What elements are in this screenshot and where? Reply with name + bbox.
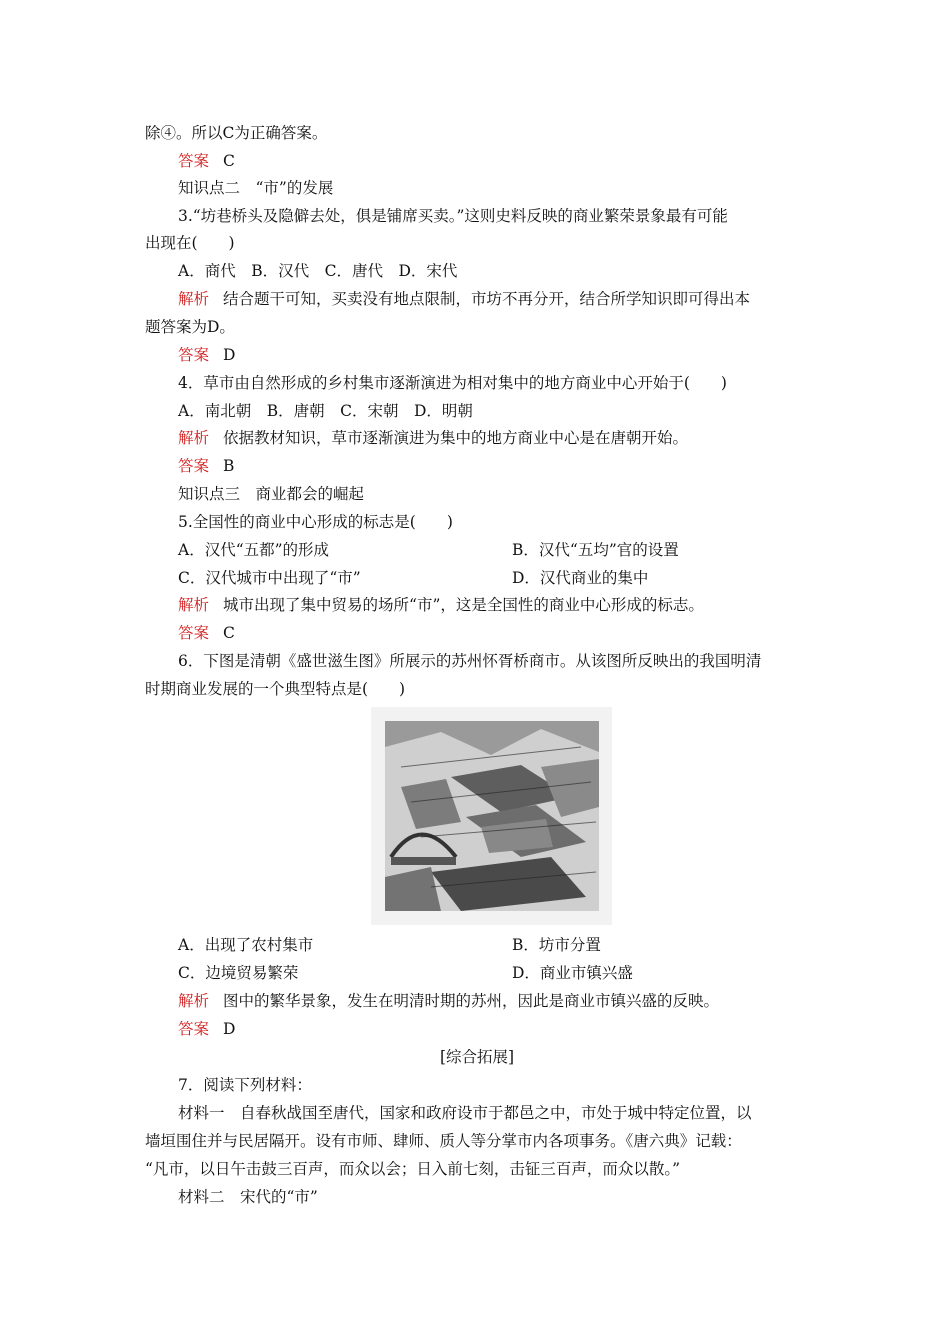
material-paragraph: 墙垣围住并与民居隔开。设有市师、肆师、质人等分掌市内各项事务。《唐六典》记载：	[145, 1132, 742, 1150]
answer-label: 答案	[178, 346, 210, 364]
question-stem: 出现在( )	[145, 234, 235, 252]
answer-label: 答案	[178, 152, 210, 170]
question-stem: 3.“坊巷桥头及隐僻去处，俱是铺席买卖。”这则史料反映的商业繁荣景象最有可能	[178, 207, 728, 225]
material-paragraph: 材料一 自春秋战国至唐代，国家和政府设市于都邑之中，市处于城中特定位置，以	[178, 1104, 752, 1122]
option-c: C．边境贸易繁荣	[178, 964, 299, 982]
answer-label: 答案	[178, 624, 210, 642]
material-paragraph: “凡市，以日午击鼓三百声，而众以会；日入前七刻，击钲三百声，而众以散。”	[145, 1160, 681, 1178]
answer-value: C	[223, 624, 235, 642]
text-line: 除④。所以C为正确答案。	[145, 124, 328, 142]
question-stem: 5.全国性的商业中心形成的标志是( )	[178, 513, 453, 531]
knowledge-point-heading: 知识点三 商业都会的崛起	[178, 485, 365, 503]
answer-line	[178, 623, 235, 643]
answer-line	[178, 151, 235, 171]
answer-line	[178, 456, 234, 476]
option-a: A．出现了农村集市	[178, 936, 314, 954]
question-options: A．南北朝 B．唐朝 C．宋朝 D．明朝	[178, 402, 473, 420]
question-options: A．商代 B．汉代 C．唐代 D．宋代	[178, 262, 458, 280]
option-d: D．商业市镇兴盛	[512, 964, 633, 982]
option-b: B．汉代“五均”官的设置	[512, 541, 679, 559]
answer-value: B	[223, 457, 235, 475]
material-heading: 材料二 宋代的“市”	[178, 1188, 318, 1206]
answer-label: 答案	[178, 457, 210, 475]
question-stem: 6．下图是清朝《盛世滋生图》所展示的苏州怀胥桥商市。从该图所反映出的我国明清	[178, 652, 762, 670]
explanation-text: 结合题干可知，买卖没有地点限制，市坊不再分开，结合所学知识即可得出本	[223, 290, 751, 308]
question-stem: 7．阅读下列材料：	[178, 1076, 312, 1094]
answer-label: 答案	[178, 1020, 210, 1038]
explanation-text: 题答案为D。	[145, 318, 235, 336]
explanation-text: 城市出现了集中贸易的场所“市”，这是全国性的商业中心形成的标志。	[223, 596, 704, 614]
answer-value: C	[223, 152, 235, 170]
explanation-label: 解析	[178, 992, 210, 1010]
explanation-label: 解析	[178, 429, 210, 447]
explanation-line	[178, 289, 750, 309]
explanation-line	[178, 428, 688, 448]
question-stem: 4．草市由自然形成的乡村集市逐渐演进为相对集中的地方商业中心开始于( )	[178, 374, 727, 392]
answer-value: D	[223, 1020, 236, 1038]
option-d: D．汉代商业的集中	[512, 569, 649, 587]
answer-value: D	[223, 346, 236, 364]
section-heading: [综合拓展]	[440, 1048, 515, 1066]
answer-line	[178, 1019, 235, 1039]
option-c: C．汉代城市中出现了“市”	[178, 569, 361, 587]
explanation-label: 解析	[178, 596, 210, 614]
option-b: B．坊市分置	[512, 936, 601, 954]
option-a: A．汉代“五都”的形成	[178, 541, 330, 559]
illustration-suzhou-market-scroll-icon	[371, 707, 612, 925]
explanation-label: 解析	[178, 290, 210, 308]
explanation-text: 依据教材知识，草市逐渐演进为集中的地方商业中心是在唐朝开始。	[223, 429, 689, 447]
question-stem: 时期商业发展的一个典型特点是( )	[145, 680, 406, 698]
explanation-line	[178, 991, 719, 1011]
explanation-text: 图中的繁华景象，发生在明清时期的苏州，因此是商业市镇兴盛的反映。	[223, 992, 720, 1010]
explanation-line	[178, 595, 704, 615]
knowledge-point-heading: 知识点二 “市”的发展	[178, 179, 334, 197]
answer-line	[178, 345, 235, 365]
suzhou-market-illustration	[371, 707, 612, 925]
